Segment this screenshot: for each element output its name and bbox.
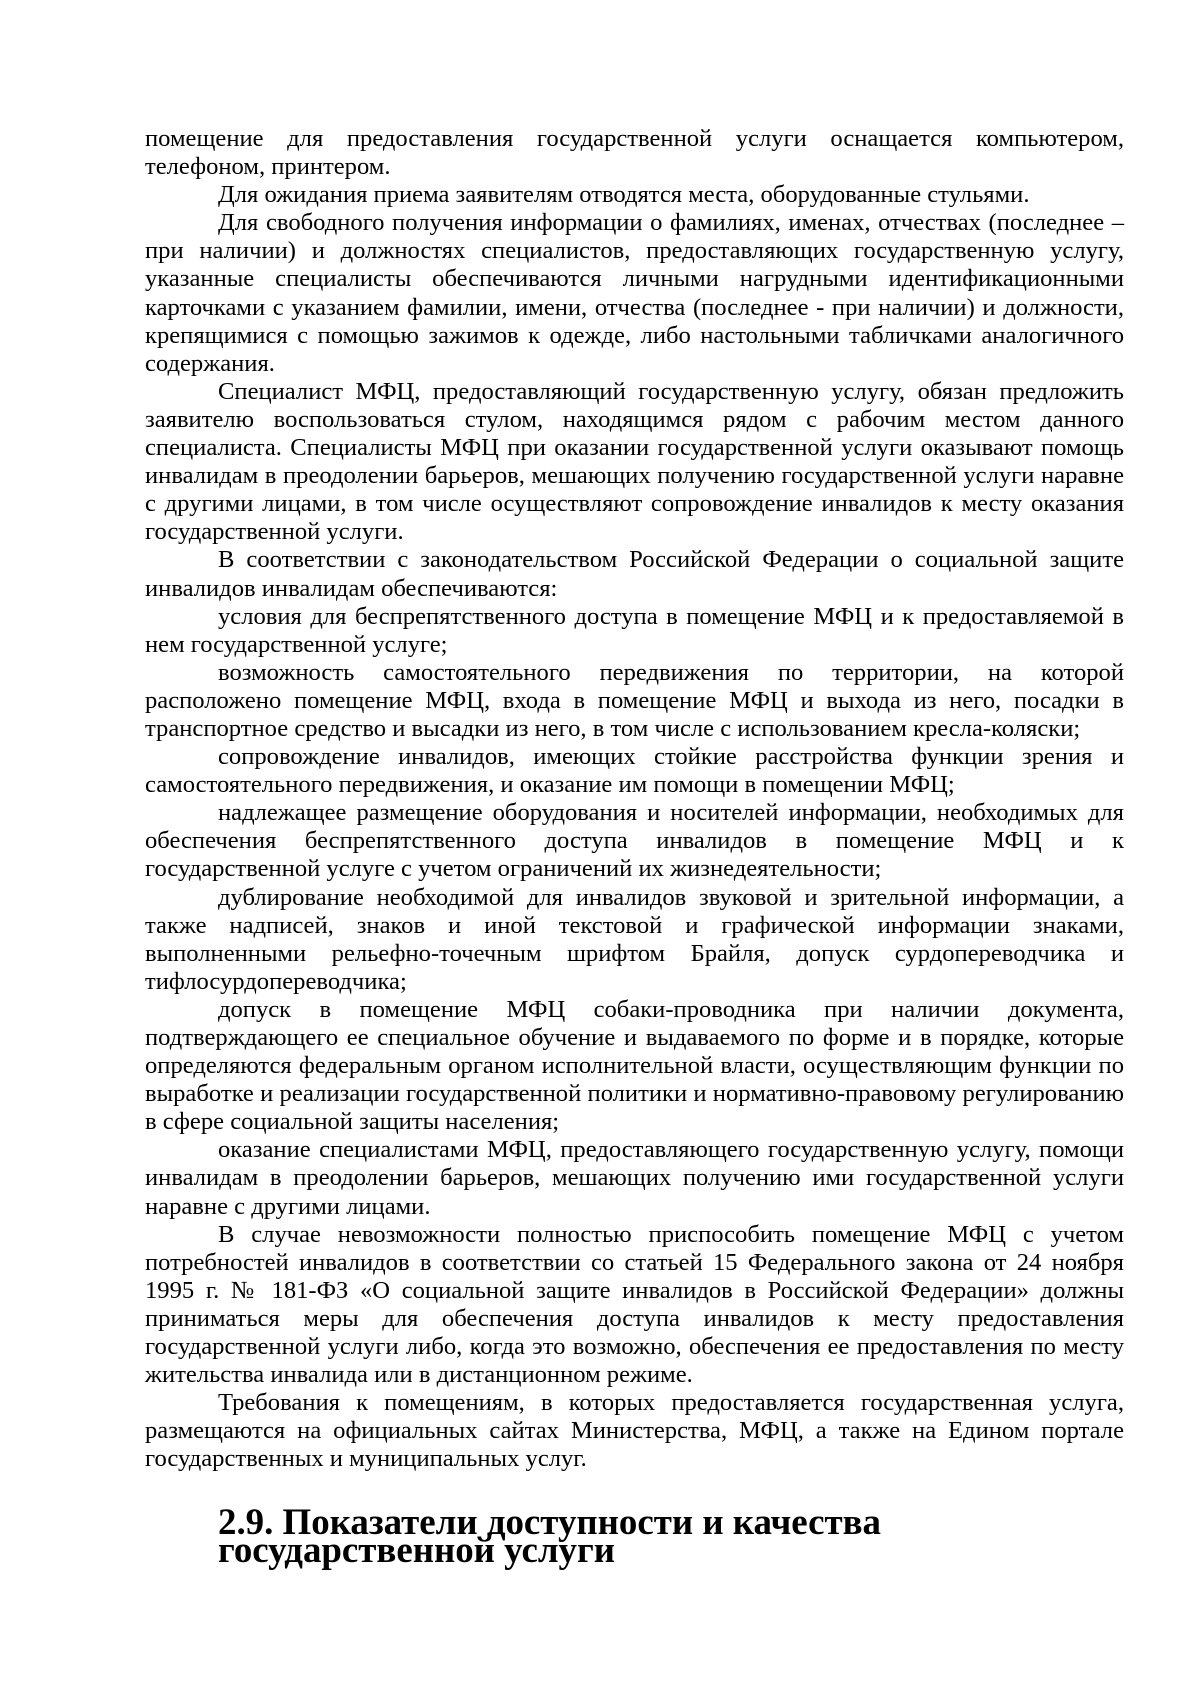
paragraph-waiting-places: Для ожидания приема заявителям отводятся места, оборудованные стульями. [218,181,1030,209]
list-item-information-duplication: дублирование необходимой для инвалидов звуковой и зрительной информации, а также надписей, знаков и иной текстовой и графической информации знаками, выполненными рельефно-точечным шрифтом Брайля, допуск сурдопереводчика и тифлосурдопереводчика; [145,883,1124,995]
list-item-escort: сопровождение инвалидов, имеющих стойкие расстройства функции зрения и самостоятельного передвижения, и оказание им помощи в помещении МФЦ; [145,743,1124,799]
list-item-equipment-placement: надлежащее размещение оборудования и носителей информации, необходимых для обеспечения беспрепятственного доступа инвалидов в помещение МФЦ и к государственной услуге с учетом ограничений их жизнедеятельности; [145,799,1124,883]
paragraph-specialist-duties: Специалист МФЦ, предоставляющий государственную услугу, обязан предложить заявителю воспользоваться стулом, находящимся рядом с рабочим местом данного специалиста. Специалисты МФЦ при оказании государственной услуги оказывают помощь инвалидам в преодолении барьеров, мешающих получению государственной услуги наравне с другими лицами, в том числе осуществляют сопровождение инвалидов к месту оказания государственной услуги. [145,377,1124,546]
list-item-access-conditions: условия для беспрепятственного доступа в помещение МФЦ и к предоставляемой в нем государственной услуге; [145,602,1124,658]
list-item-guide-dog: допуск в помещение МФЦ собаки-проводника при наличии документа, подтверждающего ее специальное обучение и выдаваемого по форме и в порядке, которые определяются федеральным органом исполнительной власти, осуществляющим функции по выработке и реализации государственной политики и нормативно-правовому регулированию в сфере социальной защиты населения; [145,995,1124,1136]
document-page [145,125,1124,1570]
section-heading: 2.9. Показатели доступности и качества государственной услуги [218,1500,881,1570]
paragraph-impossibility-measures: В случае невозможности полностью приспособить помещение МФЦ с учетом потребностей инвалидов в соответствии со статьей 15 Федерального закона от 24 ноября 1995 г. № 181-ФЗ «О социальной защите инвалидов в Российской Федерации» должны приниматься меры для обеспечения доступа инвалидов к месту предоставления государственной услуги либо, когда это возможно, обеспечения ее предоставления по месту жительства инвалида или в дистанционном режиме. [145,1220,1124,1389]
list-item-assistance: оказание специалистами МФЦ, предоставляющего государственную услугу, помощи инвалидам в преодолении барьеров, мешающих получению ими государственной услуги наравне с другими лицами. [145,1136,1124,1220]
paragraph-identification-cards: Для свободного получения информации о фамилиях, именах, отчествах (последнее – при наличии) и должностях специалистов, предоставляющих государственную услугу, указанные специалисты обеспечиваются личными нагрудными идентификационными карточками с указанием фамилии, имени, отчества (последнее - при наличии) и должности, крепящимися с помощью зажимов к одежде, либо настольными табличками аналогичного содержания. [145,209,1124,377]
paragraph-requirements-publication: Требования к помещениям, в которых предоставляется государственная услуга, размещаются на официальных сайтах Министерства, МФЦ, а также на Едином портале государственных и муниципальных услуг. [145,1389,1124,1473]
list-item-movement: возможность самостоятельного передвижения по территории, на которой расположено помещение МФЦ, входа в помещение МФЦ и выхода из него, посадки в транспортное средство и высадки из него, в том числе с использованием кресла-коляски; [145,658,1124,742]
paragraph-disabled-rights-intro: В соответствии с законодательством Российской Федерации о социальной защите инвалидов инвалидам обеспечиваются: [145,546,1124,602]
paragraph-equipment: помещение для предоставления государственной услуги оснащается компьютером, телефоном, принтером. [145,125,1124,181]
